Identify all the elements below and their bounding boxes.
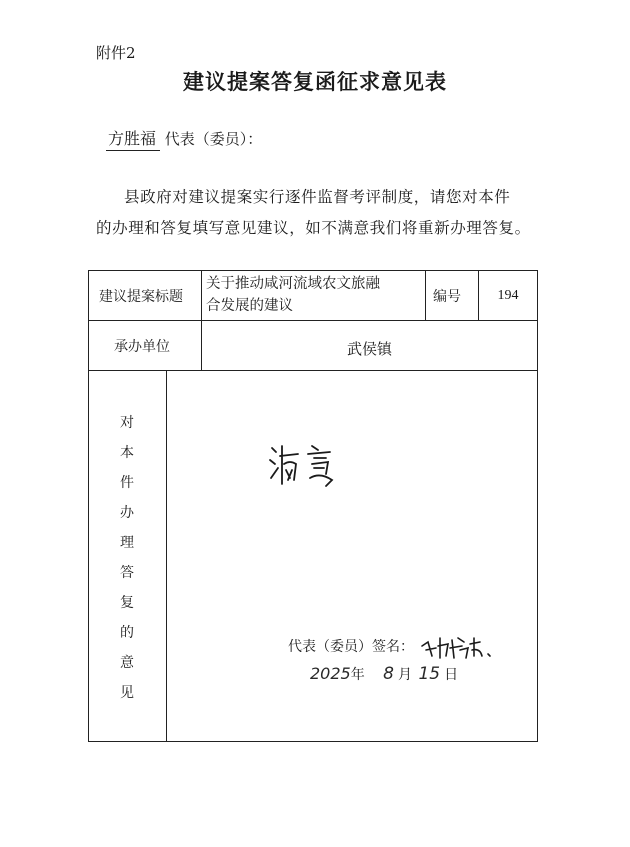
month-label: 月: [398, 667, 412, 683]
opinion-label-char: 答: [120, 565, 134, 581]
table-border-top: [88, 270, 538, 271]
unit-label: 承办单位: [114, 339, 170, 355]
attachment-label: 附件2: [96, 44, 136, 62]
signature-label: 代表（委员）签名：: [288, 639, 414, 655]
handling-unit: 武侯镇: [346, 340, 392, 358]
opinion-label-char: 意: [120, 655, 134, 671]
handwritten-month: 8: [383, 664, 394, 684]
representative-name: 方胜福: [106, 126, 160, 151]
table-rule-1: [88, 320, 538, 321]
date-row: [310, 664, 458, 684]
page-title: 建议提案答复函征求意见表: [183, 69, 447, 94]
handwritten-year: 2025: [310, 664, 351, 683]
opinion-label-char: 对: [120, 415, 134, 431]
number-label: 编号: [433, 289, 461, 305]
handwritten-signature: [418, 634, 498, 660]
proposal-title-line-2: 合发展的建议: [206, 298, 293, 314]
table-rule-2: [88, 370, 538, 371]
handwritten-opinion: [268, 440, 348, 490]
opinion-label: [88, 408, 166, 708]
day-label: 日: [444, 667, 459, 683]
opinion-table: [88, 270, 538, 742]
intro-line-1: 县政府对建议提案实行逐件监督考评制度，请您对本件: [124, 188, 511, 206]
signature-row: [288, 634, 498, 660]
proposal-title-line-1: 关于推动咸河流域农文旅融: [206, 276, 380, 292]
salutation: [106, 126, 262, 151]
opinion-label-char: 复: [120, 595, 134, 611]
intro-line-2: 的办理和答复填写意见建议，如不满意我们将重新办理答复。: [96, 219, 531, 237]
table-border-bottom: [88, 741, 538, 742]
table-col-rule-2: [425, 270, 426, 320]
opinion-label-char: 的: [120, 625, 134, 641]
title-label: 建议提案标题: [99, 289, 183, 305]
opinion-label-char: 本: [120, 445, 134, 461]
proposal-title: [206, 273, 421, 317]
year-label: 年: [350, 667, 365, 683]
opinion-label-char: 见: [120, 685, 134, 701]
proposal-number: 194: [497, 288, 519, 303]
opinion-label-char: 件: [120, 475, 134, 491]
salutation-suffix: 代表（委员）：: [164, 130, 263, 148]
handwritten-day: 15: [418, 664, 441, 684]
opinion-label-char: 理: [120, 535, 134, 551]
opinion-label-char: 办: [120, 505, 134, 521]
table-col-rule-4: [166, 370, 167, 742]
